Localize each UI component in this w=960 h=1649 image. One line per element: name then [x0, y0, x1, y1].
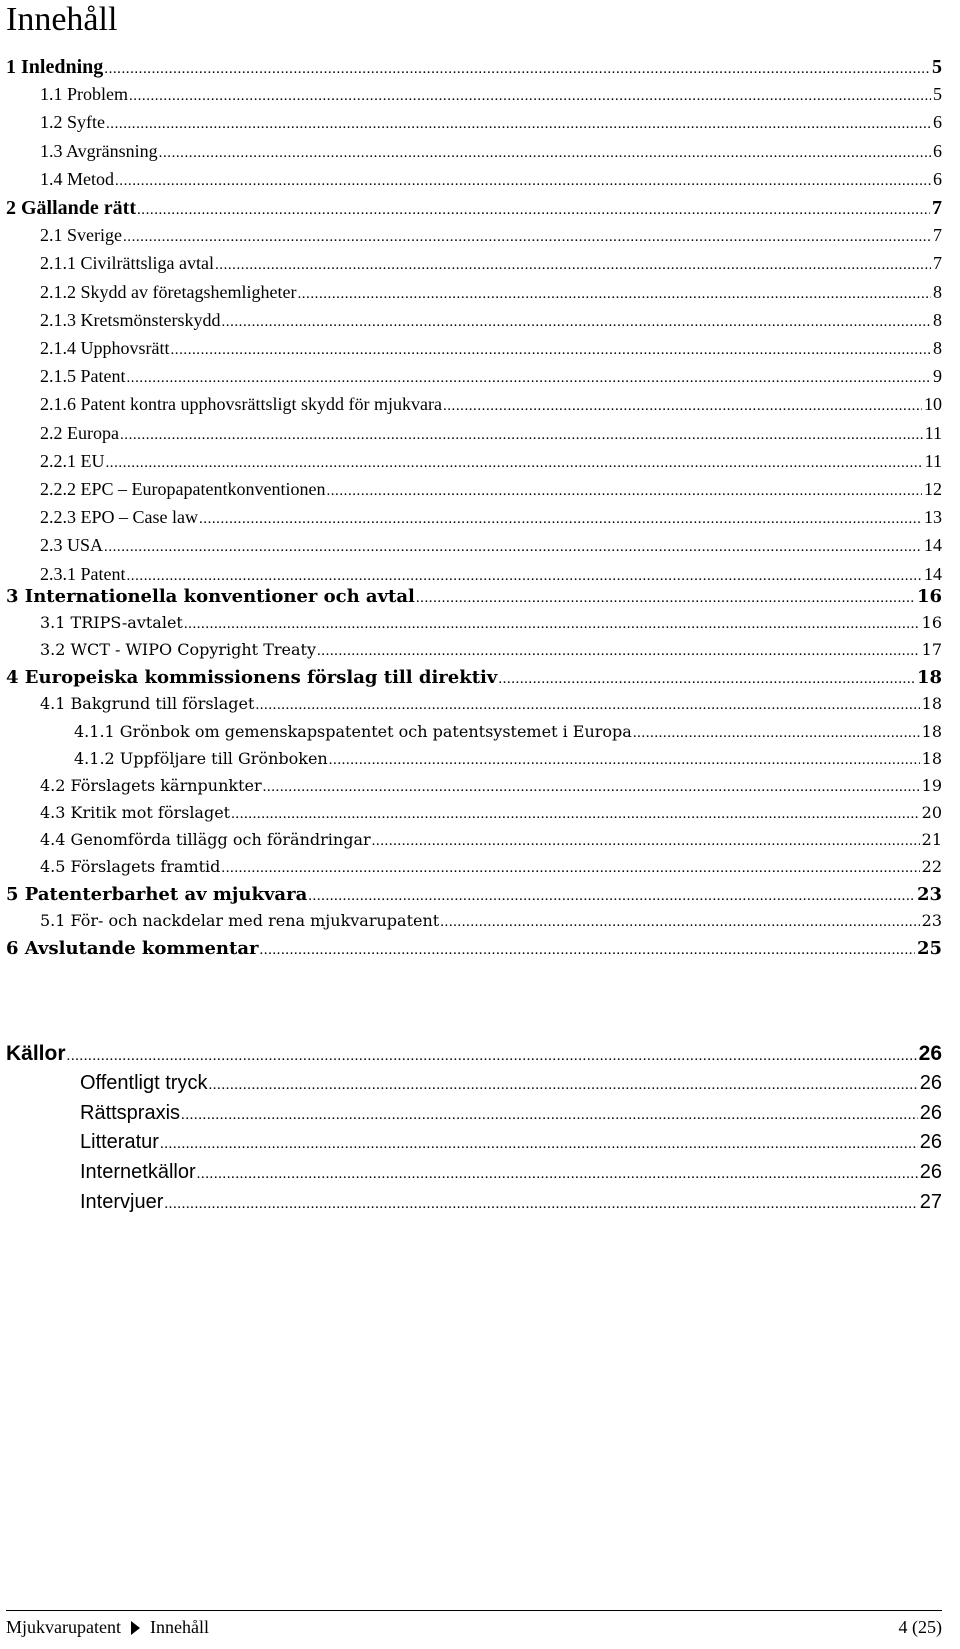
toc-entry[interactable]: [74, 722, 942, 742]
toc-entry-title: 2 Gällande rätt: [6, 197, 136, 219]
toc-entry[interactable]: [6, 667, 942, 688]
toc-entry[interactable]: [40, 282, 942, 303]
dot-leader: [67, 1048, 917, 1065]
toc-entry[interactable]: [40, 310, 942, 331]
toc-entry-title: 4.3 Kritik mot förslaget: [40, 802, 231, 822]
toc-entry-page: 14: [924, 563, 942, 584]
toc-entry-page: 12: [924, 479, 942, 499]
dot-leader: [129, 88, 931, 105]
toc-entry[interactable]: [40, 479, 942, 500]
toc-entry-title: 4.1 Bakgrund till förslaget: [40, 694, 255, 714]
toc-entry-page: 18: [921, 721, 942, 741]
toc-entry[interactable]: [40, 394, 942, 415]
dot-leader: [221, 860, 919, 877]
dot-leader: [120, 427, 923, 444]
toc-entry-page: 7: [932, 197, 942, 219]
dot-leader: [329, 752, 920, 769]
toc-entry-page: 6: [933, 112, 942, 133]
toc-entry-title: 1.1 Problem: [40, 84, 128, 105]
toc-entry[interactable]: [40, 169, 942, 190]
toc-entry[interactable]: [40, 225, 942, 246]
toc-entry[interactable]: [40, 84, 942, 105]
dot-leader: [181, 1107, 918, 1124]
toc-entry[interactable]: [80, 1191, 942, 1214]
toc-entry-title: 2.2.1 EU: [40, 450, 105, 471]
toc-entry-title: 4.4 Genomförda tillägg och förändringar: [40, 829, 371, 849]
dot-leader: [106, 455, 923, 472]
dot-leader: [159, 145, 931, 162]
toc-entry-title: 1.3 Avgränsning: [40, 140, 158, 161]
dot-leader: [372, 833, 920, 850]
toc-entry-title: 5.1 För- och nackdelar med rena mjukvarupatent: [40, 911, 440, 931]
toc-entry[interactable]: [6, 586, 942, 607]
toc-entry-page: 8: [933, 281, 942, 302]
toc-entry-page: 26: [918, 1042, 942, 1065]
footer-page-number: 4 (25): [898, 1617, 942, 1637]
dot-leader: [416, 590, 915, 607]
toc-entry-title: 2.1.3 Kretsmönsterskydd: [40, 309, 221, 330]
dot-leader: [317, 643, 920, 660]
toc-entry-page: 27: [919, 1191, 942, 1213]
toc-entry[interactable]: [74, 749, 942, 769]
toc-entry[interactable]: [40, 911, 942, 931]
dot-leader: [123, 229, 931, 246]
toc-entry[interactable]: [80, 1102, 942, 1125]
toc-entry[interactable]: [6, 197, 942, 220]
toc-entry-page: 6: [933, 168, 942, 189]
toc-entry-page: 6: [933, 140, 942, 161]
page-title: Innehåll: [6, 1, 118, 38]
dot-leader: [171, 342, 932, 359]
dot-leader: [137, 202, 930, 219]
dot-leader: [231, 806, 920, 823]
toc-entry-page: 25: [916, 938, 942, 960]
toc-entry-title: 4.1.1 Grönbok om gemenskapspatentet och patentsystemet i Europa: [74, 721, 632, 741]
right-triangle-icon: [131, 1621, 140, 1635]
toc-entry-page: 16: [916, 586, 942, 607]
dot-leader: [443, 398, 922, 415]
toc-entry[interactable]: [40, 451, 942, 472]
toc-entry-page: 18: [921, 694, 942, 714]
dot-leader: [308, 888, 915, 905]
footer-document-title: Mjukvarupatent: [6, 1617, 121, 1637]
toc-entry-page: 26: [919, 1101, 942, 1124]
toc-entry-page: 18: [916, 667, 942, 689]
toc-entry-title: 2.1.5 Patent: [40, 366, 126, 387]
toc-entry-page: 14: [924, 535, 942, 556]
toc-entry-page: 5: [933, 84, 942, 105]
toc-entry[interactable]: [40, 640, 942, 660]
toc-entry[interactable]: [40, 803, 942, 823]
toc-entry[interactable]: [40, 535, 942, 556]
dot-leader: [106, 116, 931, 133]
toc-entry-title: 4.1.2 Uppföljare till Grönboken: [74, 748, 328, 768]
dot-leader: [160, 1136, 918, 1153]
toc-entry[interactable]: [40, 423, 942, 444]
dot-leader: [104, 539, 922, 556]
toc-entry-page: 7: [933, 253, 942, 274]
dot-leader: [199, 511, 922, 528]
toc-entry-page: 23: [916, 884, 942, 906]
toc-entry[interactable]: [6, 1042, 942, 1066]
toc-entry-page: 22: [921, 857, 942, 876]
toc-entry-title: 1.2 Syfte: [40, 112, 105, 133]
toc-entry-title: 1.4 Metod: [40, 168, 114, 189]
toc-entry-page: 20: [921, 802, 942, 822]
toc-entry-title: Offentligt tryck: [80, 1071, 208, 1094]
footer-divider: [6, 1610, 942, 1611]
toc-entry-title: 4 Europeiska kommissionens förslag till direktiv: [6, 667, 498, 689]
dot-leader: [184, 616, 920, 633]
toc-entry-title: 3 Internationella konventioner och avtal: [6, 586, 415, 607]
toc-entry-title: Rättspraxis: [80, 1101, 181, 1124]
toc-entry-page: 11: [924, 422, 942, 443]
toc-entry-title: 5 Patenterbarhet av mjukvara: [6, 884, 308, 906]
toc-entry-page: 23: [921, 911, 942, 931]
toc-entry-title: 2.2 Europa: [40, 422, 119, 443]
toc-entry-title: 1 Inledning: [6, 56, 104, 78]
dot-leader: [127, 370, 932, 387]
toc-entry[interactable]: [6, 938, 942, 959]
toc-entry-page: 17: [921, 640, 942, 660]
dot-leader: [326, 483, 922, 500]
toc-entry-page: 7: [933, 225, 942, 246]
toc-entry[interactable]: [40, 857, 942, 877]
toc-entry[interactable]: [40, 366, 942, 387]
toc-entry[interactable]: [40, 694, 942, 714]
dot-leader: [498, 671, 915, 688]
dot-leader: [215, 257, 931, 274]
toc-entry-title: 2.1.6 Patent kontra upphovsrättsligt skydd för mjukvara: [40, 394, 442, 415]
toc-entry-page: 8: [933, 338, 942, 358]
page-footer: [6, 1617, 942, 1638]
toc-entry-title: 2.2.2 EPC – Europapatentkonventionen: [40, 479, 326, 499]
dot-leader: [164, 1196, 917, 1213]
toc-entry[interactable]: [80, 1072, 942, 1095]
toc-entry-page: 13: [924, 507, 942, 528]
dot-leader: [297, 286, 931, 303]
toc-entry-title: Internetkällor: [80, 1161, 196, 1184]
toc-entry-title: Källor: [6, 1042, 66, 1065]
toc-entry-title: 3.2 WCT - WIPO Copyright Treaty: [40, 640, 316, 660]
toc-entry[interactable]: [40, 564, 942, 585]
toc-entry[interactable]: [80, 1161, 942, 1184]
toc-entry-page: 5: [932, 56, 942, 78]
toc-entry[interactable]: [40, 141, 942, 162]
dot-leader: [127, 568, 923, 585]
toc-entry[interactable]: [40, 507, 942, 528]
footer-breadcrumb: [6, 1617, 209, 1638]
toc-entry[interactable]: [40, 830, 942, 850]
toc-entry-page: 11: [924, 450, 942, 471]
toc-entry-page: 8: [933, 309, 942, 330]
toc-entry-page: 16: [921, 613, 942, 633]
toc-entry-page: 10: [924, 394, 942, 415]
toc-entry-title: 2.1.2 Skydd av företagshemligheter: [40, 281, 297, 302]
toc-entry-title: Litteratur: [80, 1131, 159, 1154]
toc-entry[interactable]: [40, 613, 942, 633]
toc-entry[interactable]: [6, 56, 942, 79]
toc-entry-page: 26: [919, 1131, 942, 1154]
toc-entry-page: 18: [921, 748, 942, 768]
dot-leader: [115, 173, 931, 190]
dot-leader: [633, 725, 920, 742]
dot-leader: [221, 314, 931, 331]
toc-entry-page: 19: [921, 775, 942, 795]
toc-entry-title: 2.1.1 Civilrättsliga avtal: [40, 253, 214, 274]
dot-leader: [263, 779, 920, 796]
toc-entry-title: 2.3 USA: [40, 535, 104, 556]
toc-entry-title: Intervjuer: [80, 1191, 164, 1213]
toc-entry[interactable]: [6, 884, 942, 905]
toc-entry[interactable]: [40, 112, 942, 133]
dot-leader: [208, 1077, 917, 1094]
dot-leader: [197, 1166, 918, 1183]
toc-entry-title: 2.1 Sverige: [40, 225, 122, 246]
toc-entry-page: 26: [919, 1071, 942, 1094]
dot-leader: [440, 914, 919, 931]
toc-entry[interactable]: [40, 338, 942, 359]
toc-entry-title: 4.2 Förslagets kärnpunkter: [40, 775, 262, 795]
toc-entry-page: 9: [933, 366, 942, 387]
dot-leader: [104, 61, 930, 78]
toc-entry-title: 2.3.1 Patent: [40, 563, 126, 584]
dot-leader: [259, 942, 914, 959]
toc-entry-page: 21: [921, 829, 942, 849]
dot-leader: [255, 697, 919, 714]
toc-entry[interactable]: [80, 1131, 942, 1154]
toc-entry-title: 2.2.3 EPO – Case law: [40, 507, 198, 528]
toc-entry-title: 3.1 TRIPS-avtalet: [40, 613, 183, 633]
toc-entry-title: 4.5 Förslagets framtid: [40, 857, 221, 876]
toc-entry-page: 26: [919, 1161, 942, 1184]
toc-entry[interactable]: [40, 776, 942, 796]
footer-section: Innehåll: [149, 1617, 209, 1637]
toc-entry-title: 2.1.4 Upphovsrätt: [40, 338, 170, 358]
toc-entry[interactable]: [40, 253, 942, 274]
toc-entry-title: 6 Avslutande kommentar: [6, 938, 259, 960]
